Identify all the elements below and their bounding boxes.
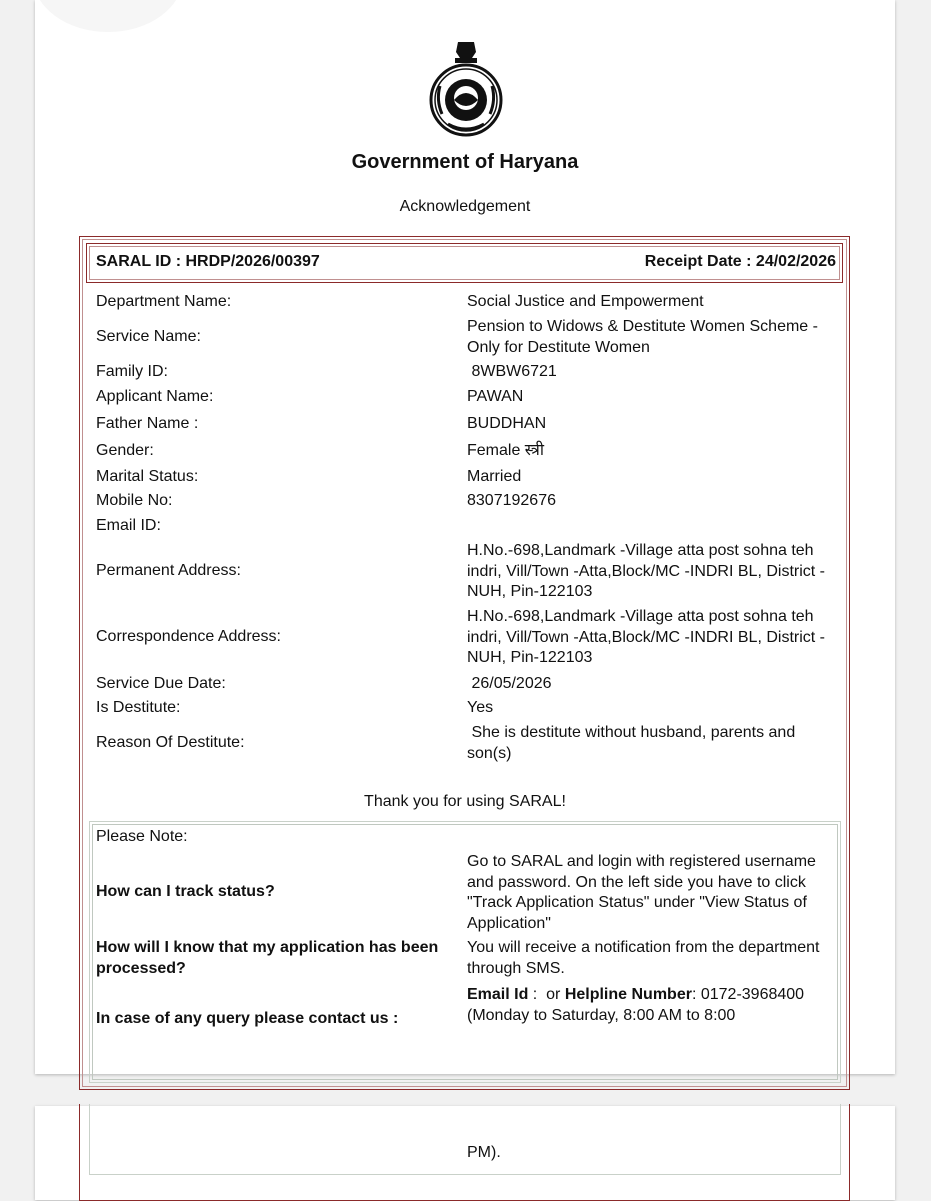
contact-info bbox=[467, 985, 837, 1026]
field-value: 8WBW6721 bbox=[467, 363, 557, 380]
email-label: Email Id bbox=[467, 986, 529, 1003]
field-value: Female स्त्री bbox=[467, 442, 544, 459]
helpline-label: Helpline Number bbox=[564, 986, 692, 1003]
field-value: Pension to Widows & Destitute Women Scheme - Only for Destitute Women bbox=[467, 318, 818, 356]
field-value: PAWAN bbox=[467, 388, 524, 405]
field-label: Applicant Name: bbox=[96, 388, 214, 405]
saral-id: SARAL ID : HRDP/2026/00397 bbox=[96, 253, 320, 270]
note-heading: Please Note: bbox=[96, 828, 188, 845]
field-value: Married bbox=[467, 468, 522, 485]
faq-question: How will I know that my application has been processed? bbox=[96, 939, 439, 977]
faq-answer: Go to SARAL and login with registered username and password. On the left side you have to click "Track Application Status" under "View Status of Application" bbox=[467, 853, 816, 932]
field-label: Email ID: bbox=[96, 517, 161, 534]
field-label: Department Name: bbox=[96, 293, 232, 310]
haryana-emblem-icon bbox=[428, 38, 504, 138]
thanks-message: Thank you for using SARAL! bbox=[364, 793, 566, 810]
page-subtitle: Acknowledgement bbox=[399, 198, 531, 215]
field-label: Family ID: bbox=[96, 363, 168, 380]
contact-separator: : or bbox=[528, 986, 565, 1003]
field-label: Marital Status: bbox=[96, 468, 199, 485]
receipt-header bbox=[86, 243, 843, 283]
corner-button-shape bbox=[33, 0, 183, 32]
field-label: Reason Of Destitute: bbox=[96, 734, 245, 751]
field-label: Correspondence Address: bbox=[96, 628, 281, 645]
document-page-2 bbox=[35, 1106, 895, 1200]
field-value: She is destitute without husband, parents and son(s) bbox=[467, 724, 800, 762]
field-label: Service Due Date: bbox=[96, 675, 226, 692]
faq-answer: You will receive a notification from the department through SMS. bbox=[467, 939, 820, 977]
field-value: Social Justice and Empowerment bbox=[467, 293, 704, 310]
field-value: H.No.-698,Landmark -Village atta post sohna teh indri, Vill/Town -Atta,Block/MC -INDRI BL, District -NUH, Pin-122103 bbox=[467, 542, 825, 600]
field-value: BUDDHAN bbox=[467, 415, 547, 432]
field-label: Is Destitute: bbox=[96, 699, 181, 716]
faq-question: How can I track status? bbox=[96, 883, 275, 900]
field-label: Service Name: bbox=[96, 328, 201, 345]
helpline-text: : 0172-3968400 (Monday to Saturday, 8:00 AM to 8:00 bbox=[467, 986, 805, 1024]
continued-text: PM). bbox=[467, 1144, 501, 1161]
receipt-date: Receipt Date : 24/02/2026 bbox=[644, 253, 836, 270]
field-value: 8307192676 bbox=[467, 492, 556, 509]
document-page-1 bbox=[35, 0, 895, 1074]
field-value: Yes bbox=[467, 699, 494, 716]
field-value: H.No.-698,Landmark -Village atta post sohna teh indri, Vill/Town -Atta,Block/MC -INDRI BL, District -NUH, Pin-122103 bbox=[467, 608, 825, 666]
field-value: 26/05/2026 bbox=[467, 675, 552, 692]
note-border-continued bbox=[89, 1104, 841, 1175]
field-label: Mobile No: bbox=[96, 492, 173, 509]
faq-question: In case of any query please contact us : bbox=[96, 1010, 399, 1027]
page-title: Government of Haryana bbox=[351, 151, 579, 173]
field-label: Gender: bbox=[96, 442, 154, 459]
field-label: Permanent Address: bbox=[96, 562, 241, 579]
field-label: Father Name : bbox=[96, 415, 199, 432]
